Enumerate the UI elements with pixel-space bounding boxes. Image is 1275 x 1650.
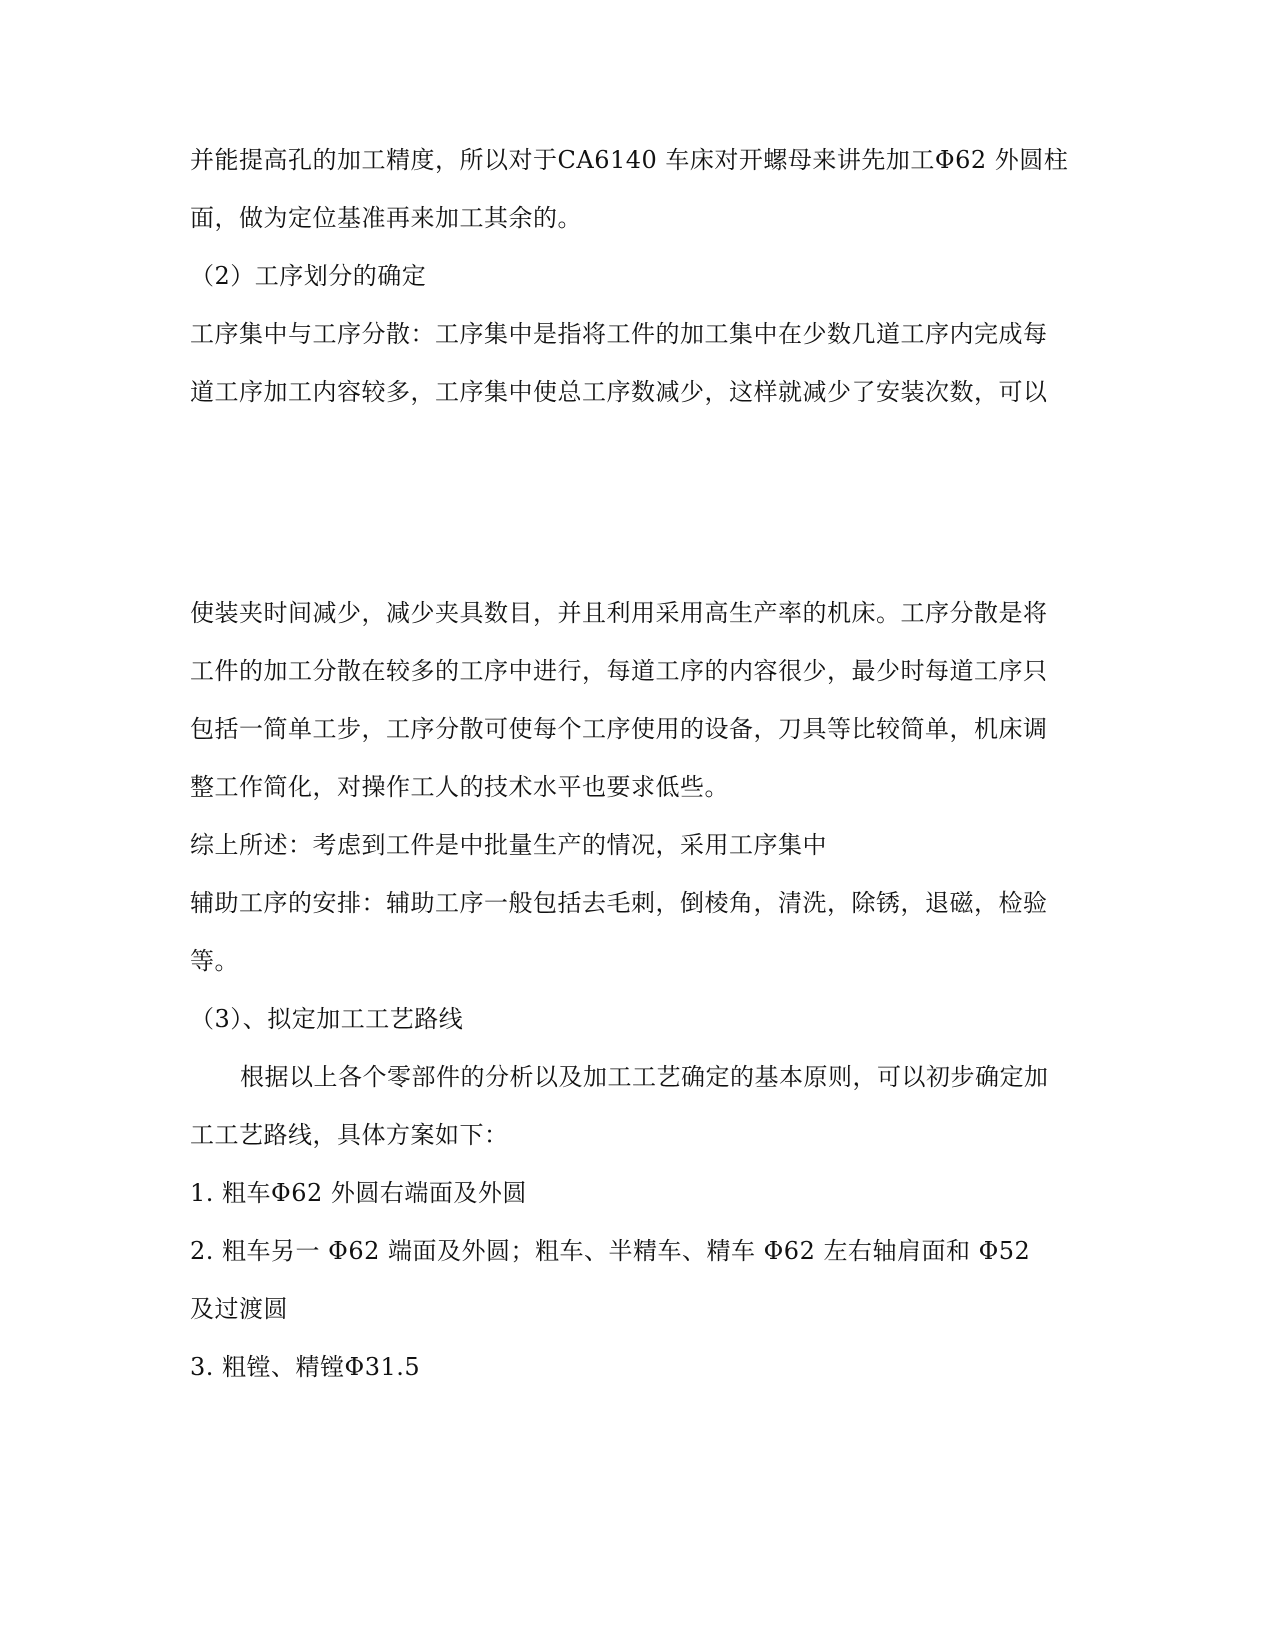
paragraph-line: 等。 <box>190 947 239 975</box>
paragraph-line: 面，做为定位基准再来加工其余的。 <box>190 204 582 232</box>
paragraph-line: 辅助工序的安排：辅助工序一般包括去毛刺，倒棱角，清洗，除锈，退磁，检验 <box>190 889 1048 917</box>
paragraph-line: 包括一简单工步，工序分散可使每个工序使用的设备，刀具等比较简单，机床调 <box>190 715 1048 743</box>
paragraph-line: 整工作简化，对操作工人的技术水平也要求低些。 <box>190 773 729 801</box>
list-item: 1. 粗车Φ62 外圆右端面及外圆 <box>190 1179 527 1207</box>
paragraph-line: 工工艺路线，具体方案如下： <box>190 1121 509 1149</box>
paragraph-line: 并能提高孔的加工精度，所以对于CA6140 车床对开螺母来讲先加工Φ62 外圆柱 <box>190 146 1069 174</box>
paragraph-line: 使装夹时间减少，减少夹具数目，并且利用采用高生产率的机床。工序分散是将 <box>190 599 1048 627</box>
section-heading: （3）、拟定加工工艺路线 <box>190 1005 464 1033</box>
paragraph-line: 道工序加工内容较多，工序集中使总工序数减少，这样就减少了安装次数，可以 <box>190 378 1048 406</box>
paragraph-line: 工件的加工分散在较多的工序中进行，每道工序的内容很少，最少时每道工序只 <box>190 657 1048 685</box>
list-item-continuation: 及过渡圆 <box>190 1295 288 1323</box>
section-heading: （2）工序划分的确定 <box>190 262 427 290</box>
paragraph-line: 综上所述：考虑到工件是中批量生产的情况，采用工序集中 <box>190 831 827 859</box>
list-item: 3. 粗镗、精镗Φ31.5 <box>190 1353 421 1381</box>
list-item: 2. 粗车另一 Φ62 端面及外圆；粗车、半精车、精车 Φ62 左右轴肩面和 Φ52 <box>190 1237 1031 1265</box>
paragraph-line: 根据以上各个零部件的分析以及加工工艺确定的基本原则，可以初步确定加 <box>240 1063 1049 1091</box>
paragraph-line: 工序集中与工序分散：工序集中是指将工件的加工集中在少数几道工序内完成每 <box>190 320 1048 348</box>
